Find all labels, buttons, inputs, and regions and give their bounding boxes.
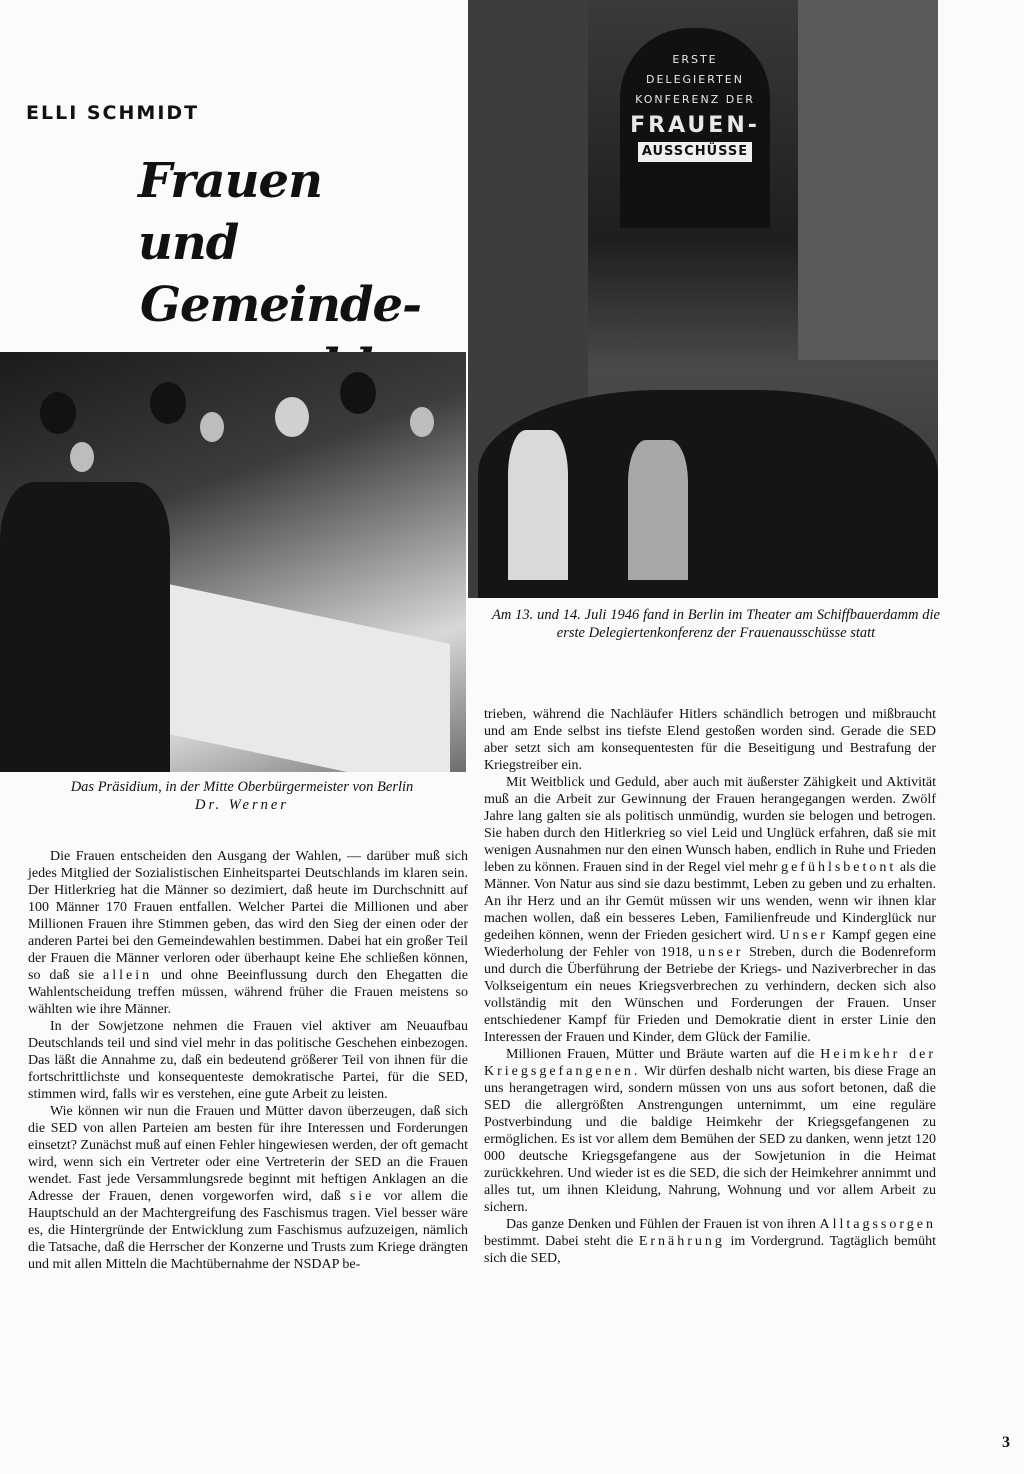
author-name: ELLI SCHMIDT <box>26 102 200 124</box>
woman-light-dress <box>628 440 688 580</box>
text: bestimmt. Dabei steht die <box>484 1234 634 1249</box>
text: im Vordergrund. Tagtäglich bemüht sich die SED, <box>484 1234 937 1266</box>
mayor-face <box>275 397 309 437</box>
emphasis: allein <box>102 968 153 983</box>
caption-left-line-1: Das Präsidium, in der Mitte Oberbürgermeister von Berlin <box>70 779 414 795</box>
person-face <box>410 407 434 437</box>
article-column-left <box>28 848 468 1273</box>
banner-box-text: AUSSCHÜSSE <box>638 142 752 162</box>
emphasis: gefühlsbetont <box>781 860 897 875</box>
paragraph <box>484 774 936 1046</box>
conference-banner <box>620 28 770 228</box>
person-head <box>40 392 76 434</box>
paragraph <box>28 1103 468 1273</box>
paragraph <box>28 848 468 1018</box>
paragraph <box>484 1046 936 1216</box>
caption-left-line-2: Dr. Werner <box>195 797 289 813</box>
emphasis: Unser <box>779 928 828 943</box>
emphasis: sie <box>349 1189 375 1204</box>
person-face <box>70 442 94 472</box>
text: und ohne Beeinflussung durch den Ehegatten die Wahlentscheidung treffen müssen, während früher die Frauen meistens so wählten wie ihre Männer. <box>28 968 469 1017</box>
banner-line-1: ERSTE <box>672 53 718 66</box>
text: Streben, durch die Bodenreform und durch die Überführung der Betriebe der Kriegs- und Naziverbrecher in das Volkseigentum ein neues Kriegsverbrechen zu verhindern, decken sich also vollständig mit den Wünschen und Forderungen der Frauen. Unser entschiedener Kampf für Frieden und Demokratie dient in erster Linie den Interessen der Frauen und Kinder, dem Glück der Familie. <box>484 945 937 1045</box>
text: Millionen Frauen, Mütter und Bräute warten auf die <box>506 1047 815 1062</box>
person-face <box>200 412 224 442</box>
page-number: 3 <box>1002 1434 1010 1451</box>
text: Wir dürfen deshalb nicht warten, bis diese Frage an uns herangetragen wird, sondern müssen von uns aus sofort betonen, daß die SED die allergrößten Anstrengungen unternimmt, um eine reguläre Postverbindung und die baldige Heimkehr der Kriegsgefangenen zu ermöglichen. Es ist vor allem dem Bemühen der SED zu danken, wenn jetzt 120 000 deutsche Kriegsgefangene aus der Sowjetunion in die Heimat zurückkehren. Und wieder ist es die SED, die sich der Heimkehrer annimmt und alles tut, um ihnen Kleidung, Nahrung, Wohnung und vor allem Arbeit zu sichern. <box>484 1064 937 1215</box>
photo-presidium <box>0 352 466 772</box>
article-column-right <box>484 706 936 1267</box>
building-column <box>798 0 938 360</box>
table-cloth <box>150 580 450 772</box>
text: Mit Weitblick und Geduld, aber auch mit äußerster Zähigkeit und Aktivität muß an die Arbeit zur Gewinnung der Frauen herangegangen werden. Zwölf Jahre lang galten sie als politisch unmündig, wurden sie belogen und betrogen. Sie haben durch den Hitlerkrieg so viel Leid und Unglück erfahren, daß sie mit wenigen Ausnahmen nur den einen Wunsch haben, endlich in Ruhe und Frieden leben zu können. Frauen sind in der Regel viel mehr <box>484 775 936 875</box>
photo-caption-right: Am 13. und 14. Juli 1946 fand in Berlin im Theater am Schiffbauerdamm die erste Delegiertenkonferenz der Frauenausschüsse statt <box>492 607 940 641</box>
woman-light-coat <box>508 430 568 580</box>
banner-line-3: KONFERENZ DER <box>635 93 755 106</box>
paragraph: In der Sowjetzone nehmen die Frauen viel aktiver am Neuaufbau Deutschlands teil und sind viel mehr in das politische Geschehen einbezogen. Das läßt die Annahme zu, daß ein bedeutend größerer Teil von ihnen für die fortschrittlichste und konsequenteste demokratische Partei, für die SED, stimmen wird, falls wir es verstehen, eine gute Arbeit zu leisten. <box>28 1019 468 1102</box>
title-line-1: Frauen und <box>138 153 322 271</box>
emphasis: unser <box>698 945 744 960</box>
text: Das ganze Denken und Fühlen der Frauen ist von ihren <box>506 1217 816 1232</box>
text: als die Männer. Von Natur aus sind sie dazu bestimmt, Leben zu geben und zu erhalten. An ihr Herz und an ihr Gemüt müssen wir uns wenden, wenn wir ihnen klar machen wollen, daß ein besseres Leben, Familienfreude und Kinderglück nur gedeihen können, wenn der Frieden gesichert wird. <box>484 860 937 943</box>
title-line-2: Gemeinde- <box>140 277 422 333</box>
text: vor allem die Hauptschuld an der Machtergreifung des Faschismus tragen. Viel besser wäre es, die Hintergründe der Entwicklung zum Faschismus aufzuzeigen, nämlich die Tatsache, daß die Herrscher der Konzerne und Trusts zum Kriege drängten und mit allen Mitteln die Machtübernahme der NSDAP be- <box>28 1189 468 1272</box>
emphasis: Alltagssorgen <box>819 1217 936 1232</box>
emphasis: Ernährung <box>638 1234 725 1249</box>
paragraph: trieben, während die Nachläufer Hitlers schändlich betrogen und mißbraucht und am Ende selbst ins tiefste Elend gestoßen worden sind. Gerade die SED aber setzt sich am konsequentesten für die Beseitigung und Bestrafung der Kriegstreiber ein. <box>484 707 936 773</box>
seated-figures <box>0 482 170 772</box>
emphasis: Heimkehr der Kriegsgefangenen. <box>484 1047 937 1079</box>
paragraph <box>484 1216 936 1267</box>
person-head <box>150 382 186 424</box>
banner-line-2: DELEGIERTEN <box>646 73 744 86</box>
text: Kampf gegen eine Wiederholung der Fehler von 1918, <box>484 928 936 960</box>
person-head <box>340 372 376 414</box>
text: Wie können wir nun die Frauen und Mütter davon überzeugen, daß sich die SED von allen Parteien am besten für ihre Interessen und Forderungen einsetzt? Zunächst muß auf einen Fehler hingewiesen werden, der oft gemacht wird, wenn sich ein Vertreter oder eine Vertreterin der SED an die Frauen wendet. Fast jede Versammlungsrede beginnt mit heftigen Anklagen an die Adresse der Frauen, denen vorgeworfen wird, daß <box>28 1104 468 1204</box>
photo-caption-left <box>28 778 456 814</box>
text: Die Frauen entscheiden den Ausgang der Wahlen, — darüber muß sich jedes Mitglied der Sozialistischen Einheitspartei Deutschlands im klaren sein. Der Hitlerkrieg hat die Männer so dezimiert, daß heute im Durchschnitt auf 100 Männer 170 Frauen entfallen. Welcher Partei die Millionen und aber Millionen Frauen ihre Stimmen geben, das wird den Sieg der einen oder der anderen Partei bei den Gemeindewahlen bestimmen. Dabei hat ein großer Teil der Frauen die Männer verloren oder überhaupt keine Ehe schließen können, so daß sie <box>28 849 468 983</box>
banner-big-text: FRAUEN- <box>630 113 760 138</box>
